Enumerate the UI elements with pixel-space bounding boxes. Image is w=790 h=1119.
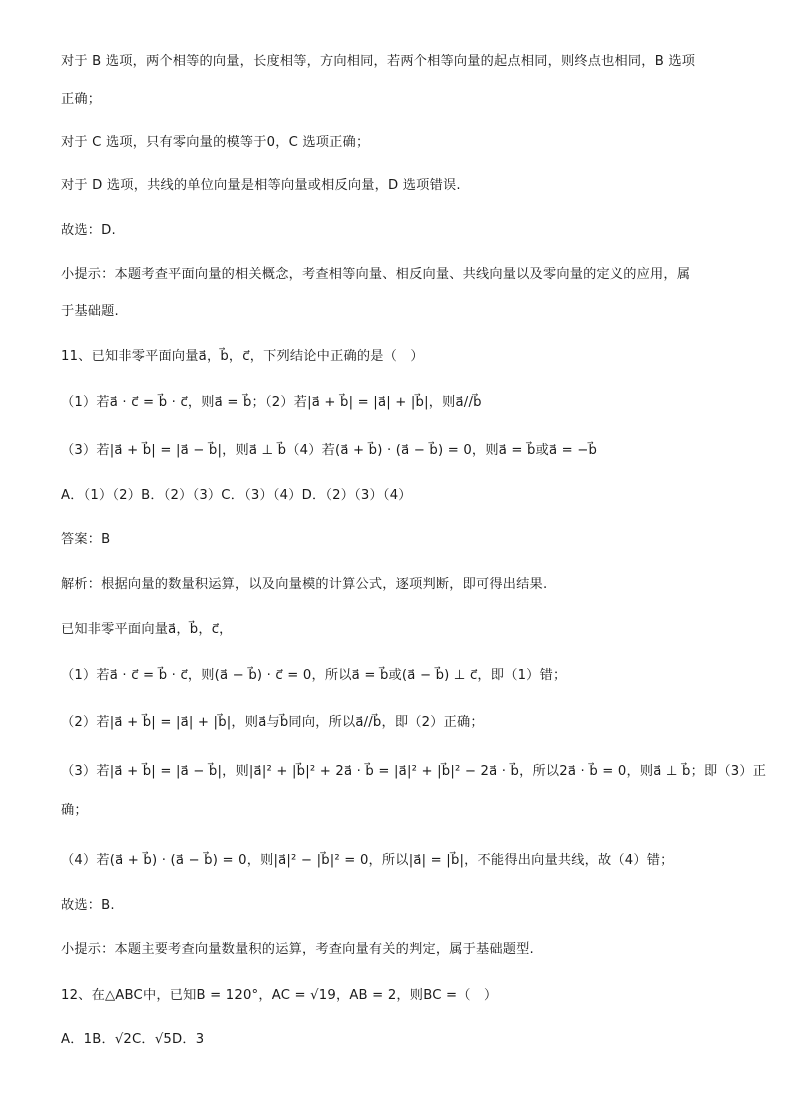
tip-line: 小提示：本题主要考查向量数量积的运算，考查向量有关的判定，属于基础题型. xyxy=(61,942,534,957)
text-line: 故选：D. xyxy=(61,223,116,238)
text-line: （1）若a⃗ · c⃗ = b⃗ · c⃗，则a⃗ = b⃗；（2）若|a⃗ + b⃗| = |a⃗| + |b⃗|，则a⃗//b⃗ xyxy=(61,395,482,410)
text-line: （2）若|a⃗ + b⃗| = |a⃗| + |b⃗|，则a⃗与b⃗同向，所以a⃗//b⃗，即（2）正确； xyxy=(61,715,484,730)
text-line: （3）若|a⃗ + b⃗| = |a⃗ − b⃗|，则|a⃗|² + |b⃗|² + 2a⃗ · b⃗ = |a⃗|² + |b⃗|² − 2a⃗ · b⃗，所以2a⃗ · b⃗ = 0，则a⃗ ⊥ b⃗；即（3）正 xyxy=(61,764,767,779)
question-11-stem: 11、已知非零平面向量a⃗，b⃗，c⃗，下列结论中正确的是（ ） xyxy=(61,349,424,364)
text-line: （1）若a⃗ · c⃗ = b⃗ · c⃗，则(a⃗ − b⃗) · c⃗ = 0，所以a⃗ = b⃗或(a⃗ − b⃗) ⊥ c⃗，即（1）错； xyxy=(61,668,567,683)
text-line: 对于 C 选项，只有零向量的模等于0，C 选项正确； xyxy=(61,135,370,150)
text-line: 确； xyxy=(61,803,88,818)
question-12-stem: 12、在△ABC中，已知B = 120°，AC = √19，AB = 2，则BC =（ ） xyxy=(61,988,498,1003)
text-line: 小提示：本题考查平面向量的相关概念，考查相等向量、相反向量、共线向量以及零向量的定义的应用，属 xyxy=(61,267,691,282)
text-line: 正确； xyxy=(61,92,102,107)
answer-options: A．1B．√2C．√5D．3 xyxy=(61,1032,205,1047)
answer-line: 答案：B xyxy=(61,532,111,547)
text-line: 已知非零平面向量a⃗，b⃗，c⃗， xyxy=(61,622,233,637)
text-line: 故选：B. xyxy=(61,898,115,913)
analysis-line: 解析：根据向量的数量积运算，以及向量模的计算公式，逐项判断，即可得出结果. xyxy=(61,577,548,592)
text-line: 对于 D 选项，共线的单位向量是相等向量或相反向量，D 选项错误. xyxy=(61,178,461,193)
text-line: （4）若(a⃗ + b⃗) · (a⃗ − b⃗) = 0，则|a⃗|² − |b⃗|² = 0，所以|a⃗| = |b⃗|，不能得出向量共线，故（4）错； xyxy=(61,853,674,868)
text-line: 于基础题. xyxy=(61,304,119,319)
text-line: 对于 B 选项，两个相等的向量，长度相等，方向相同，若两个相等向量的起点相同，则终点也相同，B 选项 xyxy=(61,54,696,69)
text-line: （3）若|a⃗ + b⃗| = |a⃗ − b⃗|，则a⃗ ⊥ b⃗（4）若(a⃗ + b⃗) · (a⃗ − b⃗) = 0，则a⃗ = b⃗或a⃗ = −b⃗ xyxy=(61,443,598,458)
answer-options: A．（1）（2）B．（2）（3）C．（3）（4）D．（2）（3）（4） xyxy=(61,488,412,503)
